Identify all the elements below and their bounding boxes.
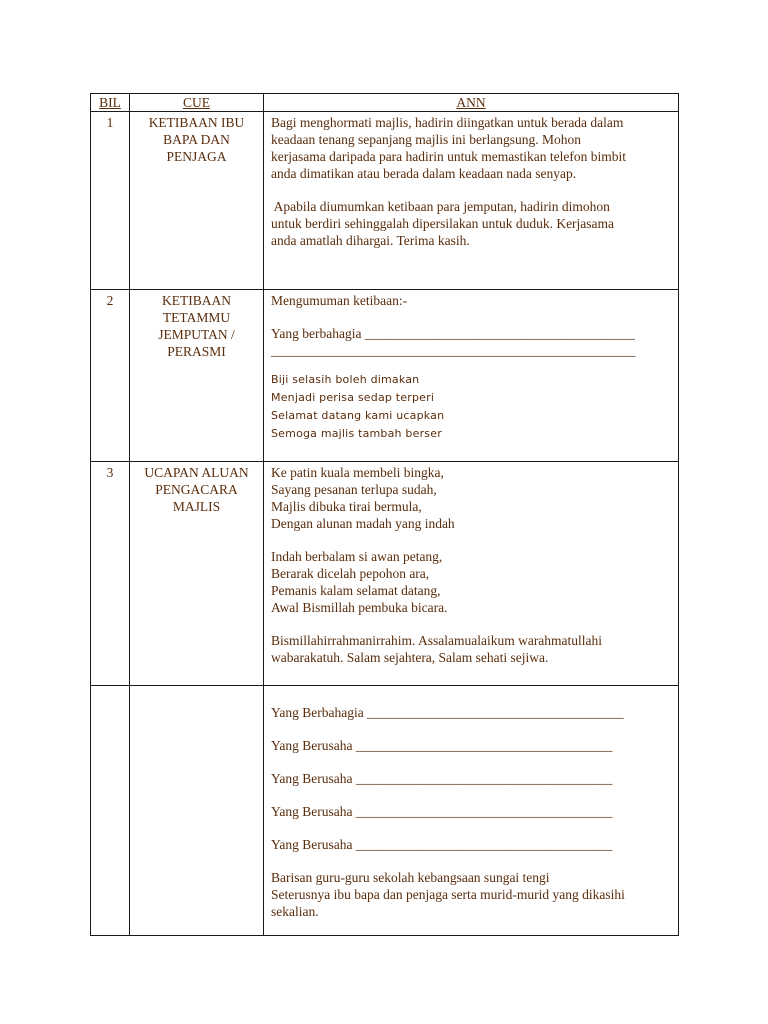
ann-line: kerjasama daripada para hadirin untuk memastikan telefon bimbit xyxy=(271,149,627,164)
closing-line: Barisan guru-guru sekolah kebangsaan sungai tengi xyxy=(271,870,550,885)
pantun-line: Berarak dicelah pepohon ara, xyxy=(271,566,430,581)
pantun-line: Pemanis kalam selamat datang, xyxy=(271,583,441,598)
ann-line: Apabila diumumkan ketibaan para jemputan, hadirin dimohon xyxy=(271,199,610,214)
cue-line: TETAMMU xyxy=(162,310,231,325)
honorific-line: Yang Berusaha ______________________________________ xyxy=(271,771,613,786)
closing-line: sekalian. xyxy=(271,904,319,919)
header-bil: BIL xyxy=(91,94,130,112)
pantun-line: Menjadi perisa sedap terperi xyxy=(271,391,435,404)
table-row xyxy=(91,112,679,290)
table-row xyxy=(91,686,679,936)
honorific-line: Yang Berusaha ______________________________________ xyxy=(271,738,613,753)
row-number: 1 xyxy=(91,112,130,290)
table-row xyxy=(91,462,679,686)
header-ann: ANN xyxy=(264,94,679,112)
pantun-line: Biji selasih boleh dimakan xyxy=(271,373,420,386)
pantun-line: Selamat datang kami ucapkan xyxy=(271,409,445,422)
ann-cell xyxy=(264,112,679,290)
cue-line: PENJAGA xyxy=(166,149,227,164)
ann-line: anda dimatikan atau berada dalam keadaan nada senyap. xyxy=(271,166,577,181)
cue-cell xyxy=(130,112,264,290)
honorific-line: Yang Berusaha ______________________________________ xyxy=(271,804,613,819)
pantun-line: Indah berbalam si awan petang, xyxy=(271,549,443,564)
cue-line: MAJLIS xyxy=(172,499,221,514)
program-script-table xyxy=(90,93,679,936)
pantun-line: Awal Bismillah pembuka bicara. xyxy=(271,600,448,615)
ann-cell xyxy=(264,290,679,462)
pantun-line: Sayang pesanan terlupa sudah, xyxy=(271,482,437,497)
row-number: 3 xyxy=(91,462,130,686)
ann-line: Bagi menghormati majlis, hadirin diingatkan untuk berada dalam xyxy=(271,115,624,130)
ann-intro: Mengumuman ketibaan:- xyxy=(271,293,408,308)
cue-line: BAPA DAN xyxy=(163,132,230,147)
ann-line: untuk berdiri sehinggalah dipersilakan untuk duduk. Kerjasama xyxy=(271,216,615,231)
cue-cell xyxy=(130,290,264,462)
honorific-line: Yang berbahagia ________________________________________ xyxy=(271,326,635,341)
cue-line: PERASMI xyxy=(167,344,226,359)
honorific-line: Yang Berbahagia ______________________________________ xyxy=(271,705,624,720)
table-row xyxy=(91,290,679,462)
row-number xyxy=(91,686,130,936)
cue-line: PENGACARA xyxy=(155,482,238,497)
ann-line: keadaan tenang sepanjang majlis ini berlangsung. Mohon xyxy=(271,132,582,147)
pantun-line: Ke patin kuala membeli bingka, xyxy=(271,465,444,480)
cue-line: KETIBAAN xyxy=(162,293,231,308)
ann-cell xyxy=(264,686,679,936)
salam-line: wabarakatuh. Salam sejahtera, Salam sehati sejiwa. xyxy=(271,650,549,665)
pantun-line: Dengan alunan madah yang indah xyxy=(271,516,455,531)
blank-line: ______________________________________________________ xyxy=(271,343,636,358)
row-number: 2 xyxy=(91,290,130,462)
cue-line: UCAPAN ALUAN xyxy=(144,465,249,480)
ann-cell xyxy=(264,462,679,686)
salam-line: Bismillahirrahmanirrahim. Assalamualaikum warahmatullahi xyxy=(271,633,603,648)
cue-line: KETIBAAN IBU xyxy=(148,115,245,130)
pantun-line: Semoga majlis tambah berser xyxy=(271,427,442,440)
cue-cell xyxy=(130,686,264,936)
cue-cell xyxy=(130,462,264,686)
ann-line: anda amatlah dihargai. Terima kasih. xyxy=(271,233,470,248)
cue-line: JEMPUTAN / xyxy=(158,327,235,342)
table-header-row xyxy=(91,94,679,112)
header-cue: CUE xyxy=(130,94,264,112)
closing-line: Seterusnya ibu bapa dan penjaga serta murid-murid yang dikasihi xyxy=(271,887,625,902)
pantun-line: Majlis dibuka tirai bermula, xyxy=(271,499,422,514)
honorific-line: Yang Berusaha ______________________________________ xyxy=(271,837,613,852)
